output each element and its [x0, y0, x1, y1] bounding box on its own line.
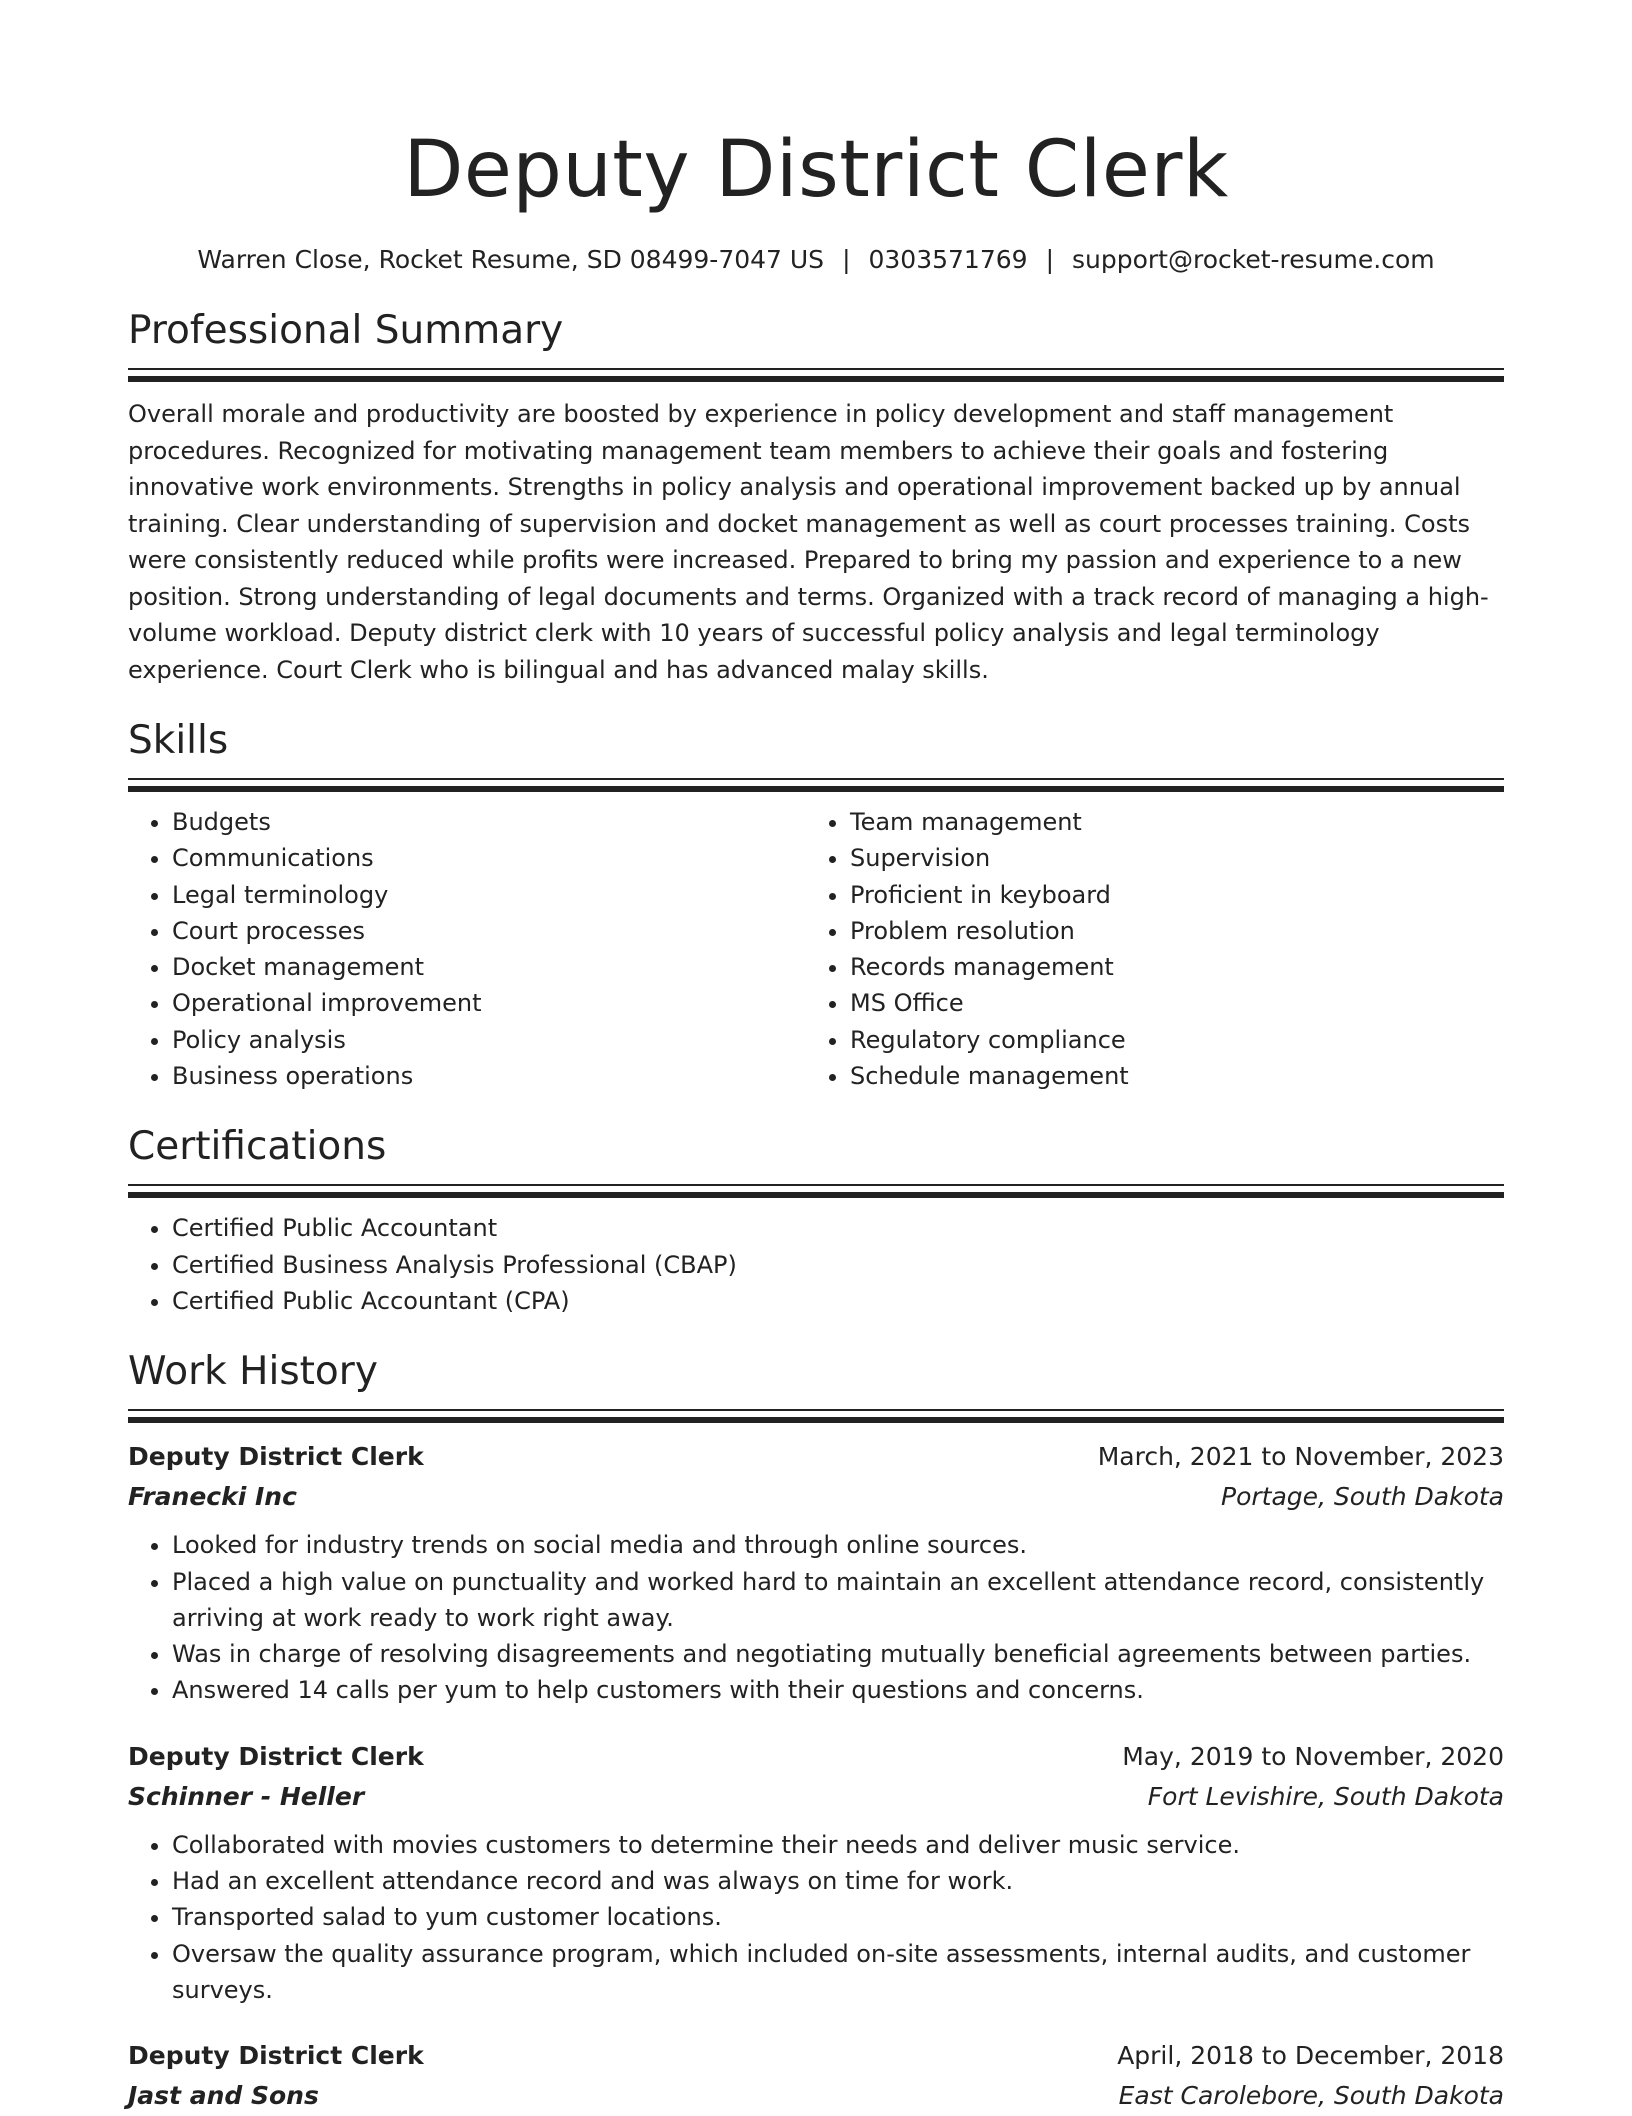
job-company: Franecki Inc [128, 1482, 297, 1512]
skill-item: • Court processes [172, 913, 806, 949]
skill-item: • MS Office [850, 985, 1484, 1021]
job-entry [128, 1737, 1504, 2008]
section-divider [128, 1409, 1504, 1423]
job-duties-list [128, 1827, 1504, 2008]
job-dates: May, 2019 to November, 2020 [1122, 1741, 1504, 1771]
job-dates: April, 2018 to December, 2018 [1117, 2041, 1504, 2071]
skill-item: • Budgets [172, 804, 806, 840]
job-title: Deputy District Clerk [128, 1741, 424, 1771]
skill-item: • Schedule management [850, 1058, 1484, 1094]
contact-separator: | [1045, 245, 1054, 274]
skills-grid [128, 792, 1504, 1094]
job-location: Fort Levishire, South Dakota [1147, 1781, 1504, 1811]
summary-text: Overall morale and productivity are boosted by experience in policy development and staff management procedures. Recognized for motivating management team members to achieve their goals and fostering innovative work environments. Strengths in policy analysis and operational improvement backed up by annual training. Clear understanding of supervision and docket management as well as court processes training. Costs were consistently reduced while profits were increased. Prepared to bring my passion and experience to a new position. Strong understanding of legal documents and terms. Organized with a track record of managing a high-volume workload. Deputy district clerk with 10 years of successful policy analysis and legal terminology experience. Court Clerk who is bilingual and has advanced malay skills. [128, 400, 1489, 684]
job-duty: • Placed a high value on punctuality and worked hard to maintain an excellent attendance record, consistently arriving at work ready to work right away. [172, 1564, 1504, 1637]
job-duty: • Looked for industry trends on social media and through online sources. [172, 1527, 1504, 1563]
job-entry [128, 1437, 1504, 1708]
section-heading: Work History [128, 1349, 378, 1395]
job-company: Jast and Sons [128, 2081, 319, 2111]
job-header-row [128, 1437, 1504, 1477]
job-duty: • Oversaw the quality assurance program, which included on-site assessments, internal audits, and customer surveys. [172, 1936, 1504, 2009]
work-history-section [128, 1347, 1504, 2116]
section-divider [128, 778, 1504, 792]
section-divider [128, 368, 1504, 382]
job-header-row [128, 2036, 1504, 2076]
skill-item: • Regulatory compliance [850, 1022, 1484, 1058]
contact-separator: | [842, 245, 851, 274]
contact-line [128, 242, 1504, 278]
job-duties-list [128, 1527, 1504, 1708]
skill-item: • Proficient in keyboard [850, 877, 1484, 913]
section-divider [128, 1184, 1504, 1198]
skill-item: • Policy analysis [172, 1022, 806, 1058]
certifications-list [128, 1210, 1504, 1319]
skill-item: • Operational improvement [172, 985, 806, 1021]
job-dates: March, 2021 to November, 2023 [1097, 1442, 1504, 1472]
skills-list-right [806, 804, 1484, 1094]
skill-item: • Problem resolution [850, 913, 1484, 949]
section-heading: Certifications [128, 1124, 387, 1170]
job-location: East Carolebore, South Dakota [1118, 2081, 1504, 2111]
job-title: Deputy District Clerk [128, 1442, 424, 1472]
job-duty: • Answered 14 calls per yum to help customers with their questions and concerns. [172, 1672, 1504, 1708]
job-duty: • Was in charge of resolving disagreements and negotiating mutually beneficial agreements between parties. [172, 1636, 1504, 1672]
certification-item: • Certified Public Accountant (CPA) [172, 1283, 1504, 1319]
skill-item: • Legal terminology [172, 877, 806, 913]
skills-list-left [128, 804, 806, 1094]
contact-address: Warren Close, Rocket Resume, SD 08499-7047 US [197, 245, 825, 274]
job-header-row [128, 1737, 1504, 1777]
job-duty: • Transported salad to yum customer locations. [172, 1899, 1504, 1935]
job-title: Deputy District Clerk [128, 2041, 424, 2071]
certifications-section [128, 1122, 1504, 1319]
section-heading: Professional Summary [128, 308, 564, 353]
section-heading: Skills [128, 718, 229, 763]
summary-section [128, 306, 1504, 688]
contact-email: support@rocket-resume.com [1072, 245, 1435, 274]
job-company-row [128, 2076, 1504, 2116]
resume-page [128, 0, 1504, 2116]
job-duty: • Collaborated with movies customers to determine their needs and deliver music service. [172, 1827, 1504, 1863]
skill-item: • Team management [850, 804, 1484, 840]
job-location: Portage, South Dakota [1221, 1482, 1504, 1512]
certification-item: • Certified Business Analysis Professional (CBAP) [172, 1247, 1504, 1283]
contact-phone: 0303571769 [868, 245, 1028, 274]
job-entry [128, 2036, 1504, 2116]
job-duty: • Had an excellent attendance record and was always on time for work. [172, 1863, 1504, 1899]
resume-title: Deputy District Clerk [403, 125, 1229, 215]
skill-item: • Communications [172, 840, 806, 876]
skill-item: • Supervision [850, 840, 1484, 876]
skill-item: • Business operations [172, 1058, 806, 1094]
skills-section [128, 716, 1504, 1094]
certification-item: • Certified Public Accountant [172, 1210, 1504, 1246]
skill-item: • Docket management [172, 949, 806, 985]
job-company-row [128, 1477, 1504, 1517]
job-company: Schinner - Heller [128, 1781, 365, 1811]
job-company-row [128, 1777, 1504, 1817]
skill-item: • Records management [850, 949, 1484, 985]
